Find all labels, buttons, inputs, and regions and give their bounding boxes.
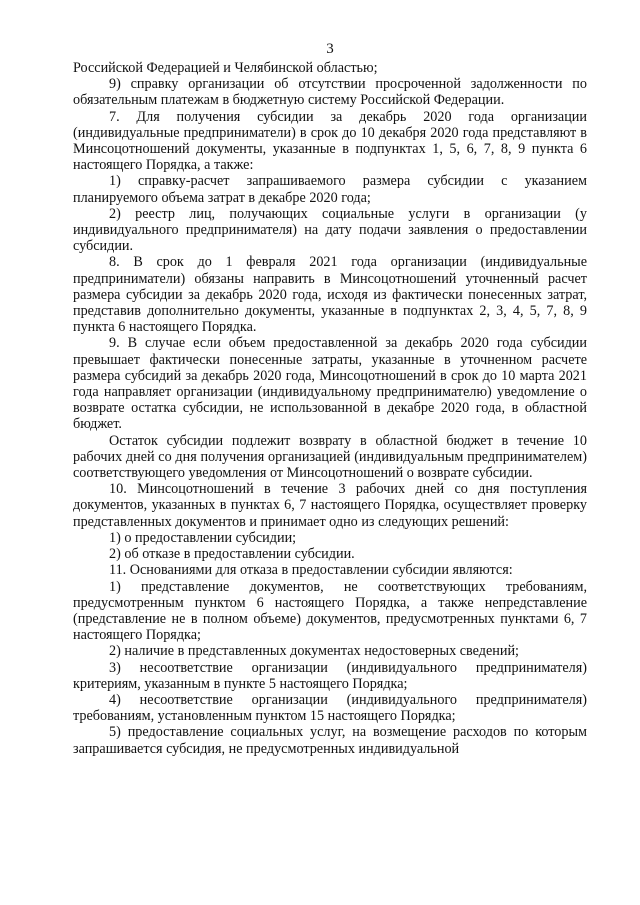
paragraph: 2) наличие в представленных документах недостоверных сведений; (109, 643, 519, 660)
document-body (73, 60, 587, 757)
paragraph: Российской Федерацией и Челябинской областью; (73, 60, 378, 76)
paragraph: 9. В случае если объем предоставленной за декабрь 2020 года субсидии превышает фактически понесенные затраты, указанные в уточненном расчете размера субсидий за декабрь 2020 года, Минсоцотношений в срок до 10 марта 2021 года направляет организации (индивидуальному предпринимателю) уведомление о возврате остатка субсидии, не использованной в декабре 2020 года, в областной бюджет. (73, 335, 587, 433)
paragraph: 1) справку-расчет запрашиваемого размера субсидии с указанием планируемого объема затрат в декабре 2020 года; (73, 173, 587, 206)
paragraph: 2) реестр лиц, получающих социальные услуги в организации (у индивидуального предпринимателя) на дату подачи заявления о предоставлении субсидии. (73, 205, 587, 255)
paragraph: 7. Для получения субсидии за декабрь 2020 года организации (индивидуальные предприниматели) в срок до 10 декабря 2020 года представляют в Минсоцотношений документы, указанные в подпунктах 1, 5, 6, 7, 8, 9 пункта 6 настоящего Порядка, а также: (73, 108, 587, 174)
paragraph: 5) предоставление социальных услуг, на возмещение расходов по которым запрашивается субсидия, не предусмотренных индивидуальной (73, 724, 587, 757)
paragraph: 2) об отказе в предоставлении субсидии. (109, 546, 355, 563)
paragraph: 3) несоответствие организации (индивидуального предпринимателя) критериям, указанным в пункте 5 настоящего Порядка; (73, 659, 587, 692)
paragraph: 4) несоответствие организации (индивидуального предпринимателя) требованиям, установленным пунктом 15 настоящего Порядка; (73, 691, 587, 725)
document-page (73, 0, 587, 905)
paragraph: 11. Основаниями для отказа в предоставлении субсидии являются: (109, 562, 513, 579)
paragraph: 8. В срок до 1 февраля 2021 года организации (индивидуальные предприниматели) обязаны направить в Минсоцотношений уточненный расчет размера субсидии за декабрь 2020 года, исходя из фактически понесенных затрат, представив дополнительно документы, указанные в подпунктах 2, 3, 4, 5, 7, 8, 9 пункта 6 настоящего Порядка. (73, 254, 587, 336)
paragraph: 10. Минсоцотношений в течение 3 рабочих дней со дня поступления документов, указанных в пунктах 6, 7 настоящего Порядка, осуществляет проверку представленных документов и принимает одно из следующих решений: (73, 481, 587, 530)
paragraph: 9) справку организации об отсутствии просроченной задолженности по обязательным платежам в бюджетную систему Российской Федерации. (73, 76, 587, 109)
paragraph: 1) представление документов, не соответствующих требованиям, предусмотренным пунктом 6 настоящего Порядка, а также непредставление (представление не в полном объеме) документов, предусмотренных пунктами 6, 7 настоящего Порядка; (73, 578, 587, 644)
page-number: 3 (326, 41, 334, 57)
paragraph: 1) о предоставлении субсидии; (109, 529, 297, 546)
paragraph: Остаток субсидии подлежит возврату в областной бюджет в течение 10 рабочих дней со дня получения организацией (индивидуальным предпринимателем) соответствующего уведомления от Минсоцотношений о возврате субсидии. (73, 432, 587, 482)
